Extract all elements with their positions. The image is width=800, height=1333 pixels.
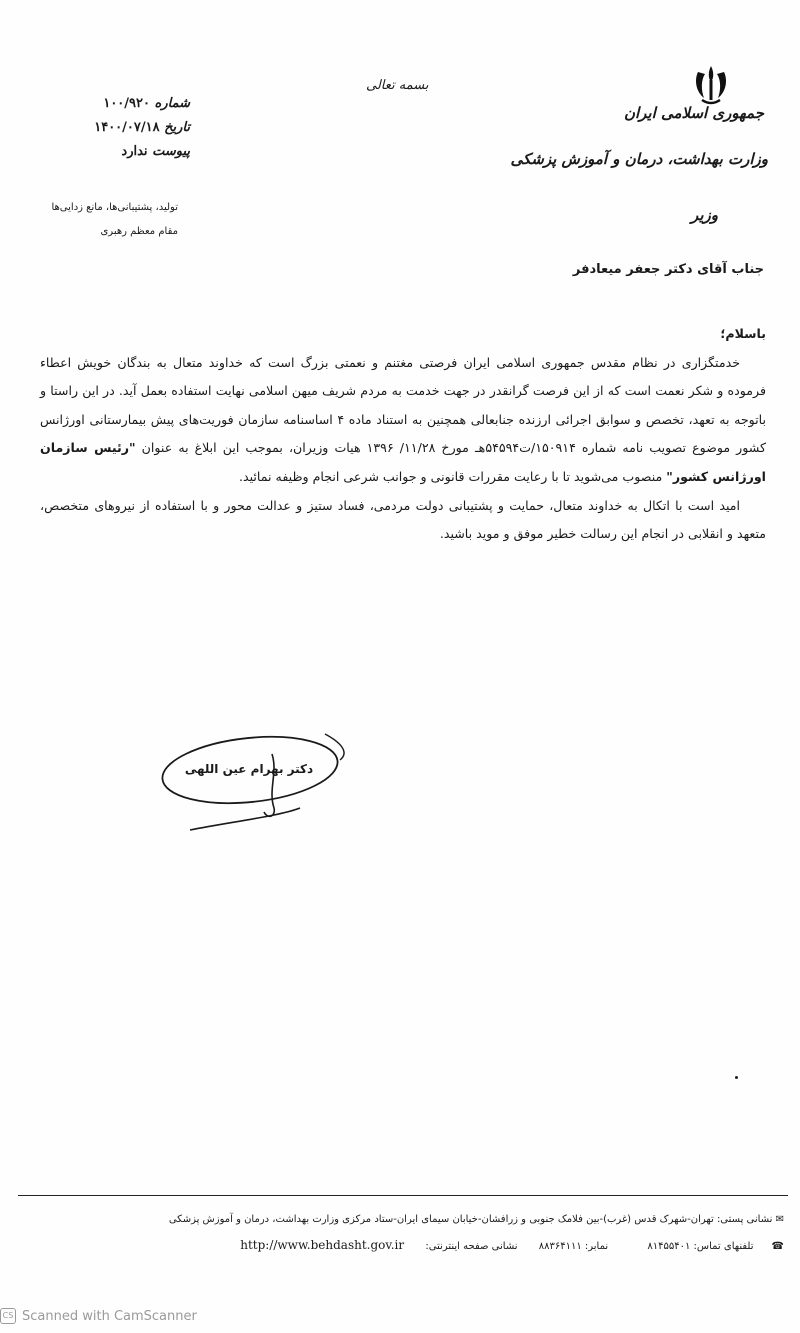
meta-attachment [40, 140, 190, 164]
watermark-text: Scanned with CamScanner [22, 1308, 197, 1324]
paragraph-1 [40, 349, 766, 492]
appointment-title: "رئیس سازمان اورژانس کشور" [40, 440, 766, 484]
address-text: نشانی پستی: تهران-شهرک قدس (غرب)-بین فلامک جنوبی و زرافشان-خیابان سیمای ایران-ستاد مرکزی وزارت بهداشت، درمان و آموزش پزشکی [168, 1214, 773, 1225]
signature-block [150, 712, 390, 852]
paragraph-1-end: منصوب می‌شوید تا با رعایت مقررات قانونی و جوانب شرعی انجام وظیفه نمائید. [239, 468, 667, 484]
attachment-value: ندارد [121, 144, 148, 159]
ministry-name: وزارت بهداشت، درمان و آموزش پزشکی [510, 150, 768, 168]
contact-line [84, 1238, 784, 1252]
scanner-watermark [0, 1305, 197, 1327]
fax: نمابر: ۸۸۳۶۴۱۱۱ [538, 1241, 609, 1252]
phone-icon: ☎ [771, 1241, 784, 1252]
slogan-text: تولید، پشتیبانی‌ها، مانع زدایی‌ها [51, 202, 178, 213]
scan-speck [735, 1076, 738, 1079]
date-value: ۱۴۰۰/۰۷/۱۸ [94, 120, 160, 135]
letter-body [40, 320, 766, 549]
number-value: ۱۰۰/۹۲۰ [103, 96, 150, 111]
paragraph-1-start: خدمتگزاری در نظام مقدس جمهوری اسلامی ایران فرصتی مغتنم و نعمتی بزرگ است که خداوند متعال به بندگان خویش اعطاء فرموده و شکر نعمت است که از این فرصت گرانقدر در جهت خدمت به مردم شریف میهن اسلامی نهایت استفاده بعمل آید. در این راستا و باتوجه به تعهد، تخصص و سوابق اجرائی ارزنده جنابعالی همچنین به استناد ماده ۴ اساسنامه سازمان فوریت‌های پیش بیمارستانی اورژانس کشور موضوع تصویب نامه شماره ۱۵۰۹۱۴/ت۵۴۵۹۴هـ مورخ ۱۱/۲۸/ ۱۳۹۶ هیات وزیران، بموجب این ابلاغ به عنوان [40, 354, 767, 456]
slogan-attribution: مقام معظم رهبری [100, 226, 178, 237]
number-label: شماره [154, 96, 190, 111]
greeting: باسلام؛ [720, 326, 766, 341]
republic-title: جمهوری اسلامی ایران [623, 104, 764, 122]
camscanner-icon: CS [0, 1308, 16, 1324]
meta-date [40, 116, 190, 140]
date-label: تاریخ [164, 120, 190, 135]
phones-text: تلفنهای تماس: ۸۱۴۵۵۴۰۱ [647, 1241, 754, 1252]
envelope-icon: ✉ [775, 1214, 784, 1225]
iran-emblem-icon [688, 62, 734, 108]
attachment-label: پیوست [152, 144, 190, 159]
meta-number [40, 92, 190, 116]
website-label: نشانی صفحه اینترنتی: [425, 1241, 518, 1252]
letter-footer [18, 1195, 788, 1288]
signature-scribble-icon [150, 712, 390, 852]
recipient: جناب آقای دکتر جعفر میعادفر [572, 262, 764, 277]
invocation: بسمه تعالی [366, 78, 429, 93]
paragraph-2: امید است با اتکال به خداوند متعال، حمایت و پشتیبانی دولت مردمی، فساد ستیز و عدالت محور و با استفاده از نیروهای متخصص، متعهد و انقلابی در انجام این رسالت خطیر موفق و موید باشید. [40, 497, 766, 542]
phones [629, 1241, 784, 1252]
sender-role: وزیر [691, 206, 718, 224]
postal-address [169, 1214, 784, 1225]
letter-meta [40, 92, 190, 164]
slogan [18, 196, 178, 244]
website-link[interactable]: http://www.behdasht.gov.ir [240, 1238, 405, 1252]
signatory-name: دکتر بهرام عین اللهی [184, 762, 314, 776]
